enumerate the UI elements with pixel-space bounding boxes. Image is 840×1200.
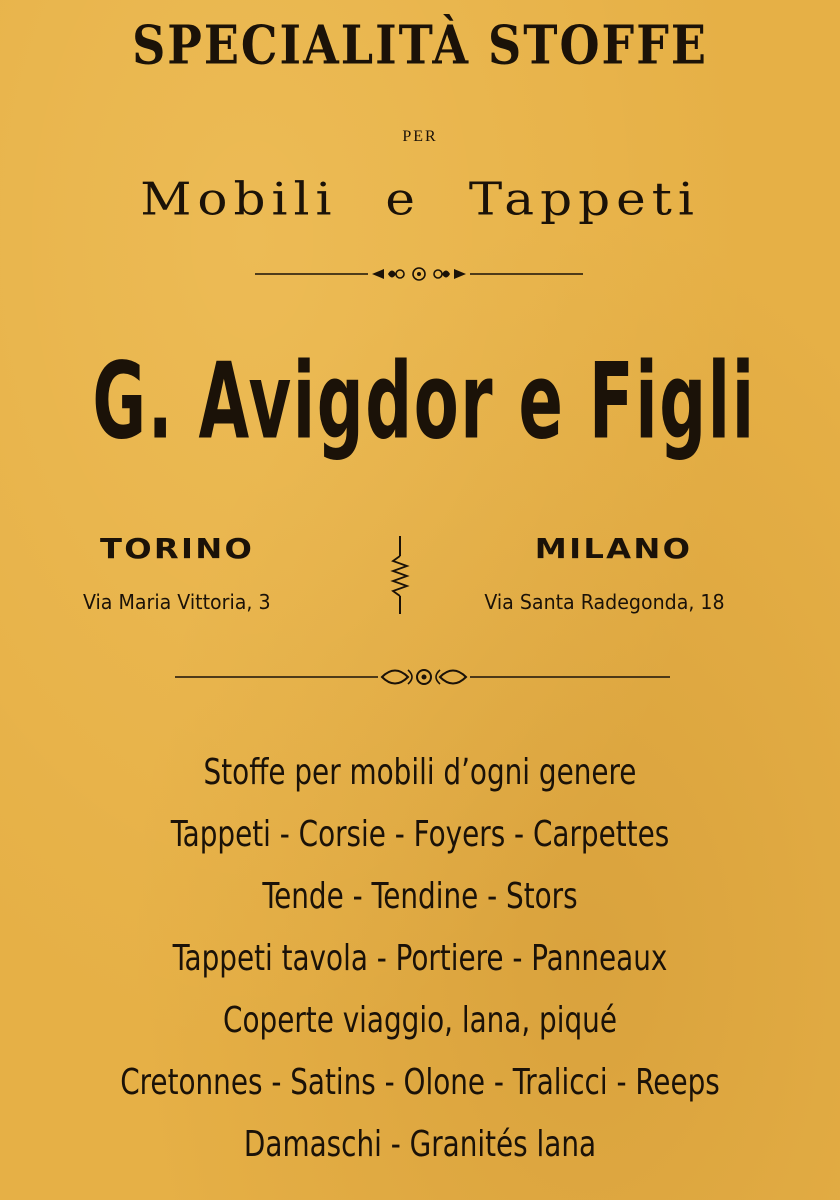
ornament-divider-top [0, 262, 840, 286]
product-line-6: Cretonnes - Satins - Olone - Tralicci - Reeps [120, 1062, 720, 1103]
address-milano: Via Santa Radegonda, 18 [484, 590, 725, 614]
firm-name: G. Avigdor e Figli [92, 340, 756, 463]
spring-separator-icon [386, 534, 414, 616]
product-line-2: Tappeti - Corsie - Foyers - Carpettes [170, 814, 670, 855]
product-line-5: Coperte viaggio, lana, piqué [223, 1000, 617, 1041]
title-specialita-stoffe: SPECIALITÀ STOFFE [132, 13, 708, 77]
address-torino: Via Maria Vittoria, 3 [82, 590, 271, 614]
product-line-4: Tappeti tavola - Portiere - Panneaux [172, 938, 668, 979]
city-torino: TORINO [99, 532, 255, 565]
product-line-1: Stoffe per mobili d’ogni genere [203, 752, 637, 793]
title-connector: PER [402, 128, 438, 145]
ornament-divider-middle [0, 662, 840, 692]
subtitle-mobili-tappeti: Mobili e Tappeti [140, 172, 700, 226]
city-milano: MILANO [534, 532, 693, 565]
product-line-3: Tende - Tendine - Stors [262, 876, 578, 917]
product-line-7: Damaschi - Granités lana [243, 1124, 597, 1165]
